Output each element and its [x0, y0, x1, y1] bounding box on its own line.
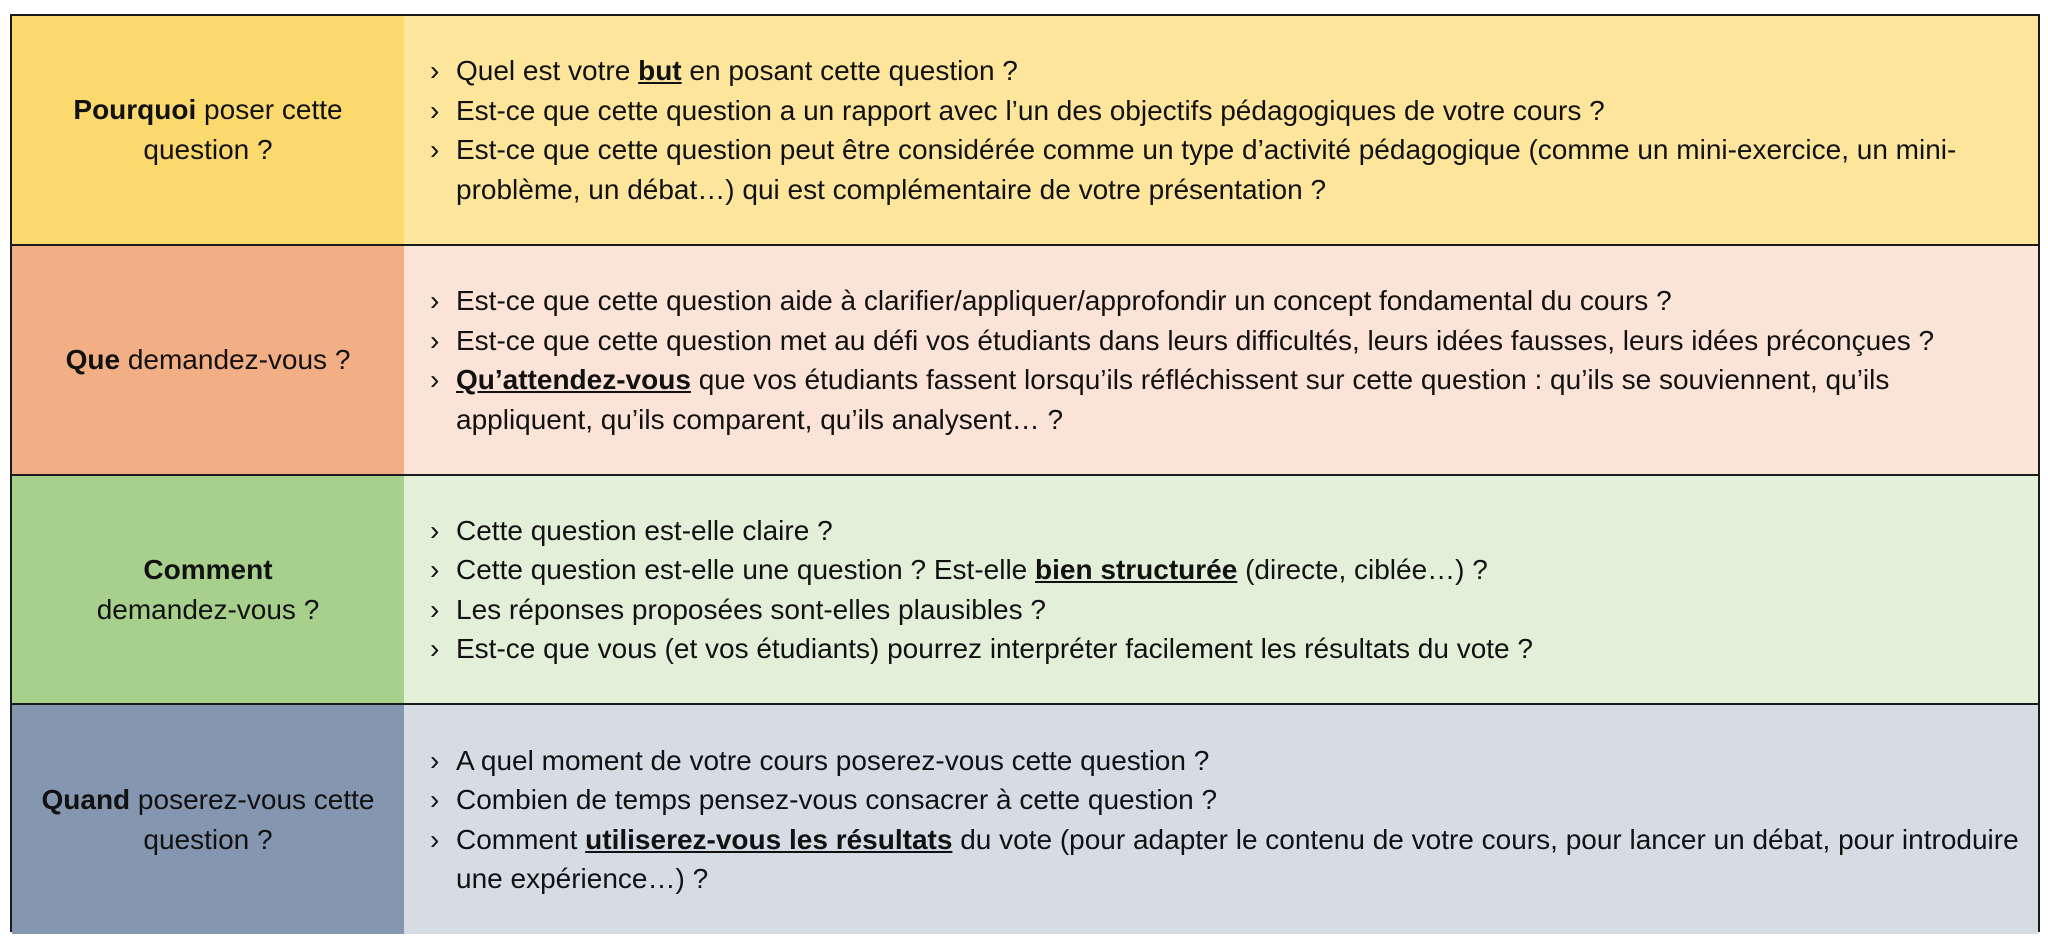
- item-text: Est-ce que cette question aide à clarifier/appliquer/approfondir un concept fondamental du cours ?: [456, 285, 1672, 316]
- question-list: [430, 741, 2022, 899]
- list-item: [430, 550, 2022, 590]
- item-text-after: (directe, ciblée…) ?: [1237, 554, 1488, 585]
- item-emphasis: but: [638, 55, 682, 86]
- row-label-que: [12, 246, 404, 476]
- row-label-text: [66, 340, 351, 380]
- row-label-text: [97, 550, 320, 630]
- row-label-rest: poserez-vous cette: [130, 783, 375, 815]
- chevron-right-icon: ›: [430, 324, 440, 356]
- item-text: Est-ce que cette question met au défi vos étudiants dans leurs difficultés, leurs idées fausses, leurs idées préconçues ?: [456, 324, 1935, 356]
- row-keyword: Que: [65, 344, 121, 375]
- item-text: A quel moment de votre cours poserez-vous cette question ?: [456, 744, 1210, 776]
- chevron-right-icon: ›: [430, 823, 440, 855]
- item-text-after: que vos étudiants fassent lorsqu’ils réfléchissent sur cette question : qu’ils se souviennent, qu’ils appliquent, qu’ils comparent, qu’ils analysent… ?: [456, 364, 1890, 435]
- list-item: [430, 629, 2022, 669]
- list-item: [430, 590, 2022, 630]
- row-content-pourquoi: [404, 16, 2038, 246]
- item-text-after: en posant cette question ?: [681, 55, 1018, 86]
- row-label-line2: demandez-vous ?: [96, 593, 320, 625]
- row-label-rest: poser cette: [196, 94, 343, 125]
- list-item: [430, 51, 2022, 91]
- item-emphasis: Qu’attendez-vous: [456, 364, 691, 395]
- item-text: Cette question est-elle claire ?: [456, 514, 833, 546]
- list-item: [430, 321, 2022, 361]
- list-item: [430, 130, 2022, 209]
- question-checklist-table: [10, 14, 2040, 932]
- row-keyword: Comment: [143, 553, 273, 585]
- item-text: Les réponses proposées sont-elles plausibles ?: [456, 593, 1046, 625]
- row-label-quand: [12, 705, 404, 934]
- chevron-right-icon: ›: [430, 593, 440, 625]
- list-item: [430, 360, 2022, 439]
- item-text: Est-ce que cette question peut être considérée comme un type d’activité pédagogique (comme un mini-exercice, un mini-problème, un débat…) qui est complémentaire de votre présentation ?: [456, 134, 1957, 205]
- chevron-right-icon: ›: [430, 784, 440, 815]
- item-text: Quel est votre: [456, 55, 639, 86]
- row-label-line2: question ?: [143, 134, 273, 165]
- chevron-right-icon: ›: [430, 94, 440, 126]
- chevron-right-icon: ›: [430, 514, 440, 546]
- item-text: Est-ce que vous (et vos étudiants) pourrez interpréter facilement les résultats du vote ?: [456, 633, 1533, 664]
- item-text: Est-ce que cette question a un rapport avec l’un des objectifs pédagogiques de votre cours ?: [456, 94, 1605, 126]
- row-label-text: [41, 780, 374, 860]
- item-emphasis: bien structurée: [1035, 554, 1238, 585]
- row-content-comment: [404, 476, 2038, 705]
- chevron-right-icon: ›: [430, 285, 440, 316]
- row-keyword: Quand: [41, 783, 131, 815]
- row-label-text: [73, 90, 342, 170]
- list-item: [430, 91, 2022, 131]
- item-text: Cette question est-elle une question ? Est-elle: [456, 554, 1036, 585]
- item-text-after: du vote (pour adapter le contenu de votre cours, pour lancer un débat, pour introduire une expérience…) ?: [456, 823, 2019, 894]
- row-label-line2: question ?: [143, 823, 273, 855]
- row-label-pourquoi: [12, 16, 404, 246]
- item-text: Comment: [456, 823, 586, 855]
- question-list: [430, 281, 2022, 439]
- list-item: [430, 511, 2022, 551]
- chevron-right-icon: ›: [430, 55, 440, 86]
- chevron-right-icon: ›: [430, 554, 440, 585]
- question-list: [430, 511, 2022, 669]
- list-item: [430, 741, 2022, 781]
- list-item: [430, 820, 2022, 899]
- question-list: [430, 51, 2022, 209]
- list-item: [430, 281, 2022, 321]
- list-item: [430, 780, 2022, 820]
- row-label-comment: [12, 476, 404, 705]
- row-label-rest: demandez-vous ?: [120, 344, 351, 375]
- row-content-que: [404, 246, 2038, 476]
- item-emphasis: utiliserez-vous les résultats: [585, 823, 953, 855]
- chevron-right-icon: ›: [430, 134, 440, 165]
- chevron-right-icon: ›: [430, 364, 440, 395]
- chevron-right-icon: ›: [430, 633, 440, 664]
- item-text: Combien de temps pensez-vous consacrer à cette question ?: [456, 784, 1218, 815]
- row-content-quand: [404, 705, 2038, 934]
- row-keyword: Pourquoi: [73, 94, 197, 125]
- chevron-right-icon: ›: [430, 744, 440, 776]
